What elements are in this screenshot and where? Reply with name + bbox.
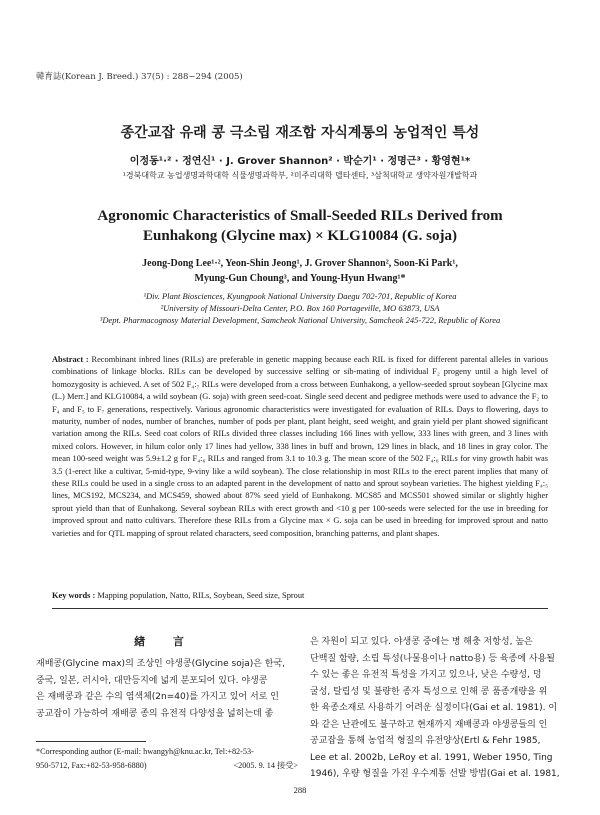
journal-citation: 韓育誌(Korean J. Breed.) 37(5) : 288~294 (2005) [36, 72, 243, 82]
intro-right-line: Lee et al. 2002b, LeRoy et al. 1991, Weber 1950, Ting [310, 752, 553, 763]
keywords-label: Key words : [52, 591, 96, 600]
abstract-text: Recombinant inbred lines (RILs) are preferable in genetic mapping because each RIL is fixed for different parental alleles in various combinations of linkage blocks. RILs can be developed by successive selfing or sib-mating of individual F₂ progeny until a high level of homozygosity is achieved. A set of 502 F₄:₇ RILs were developed from a cross between Eunhakong, a yellow-seeded sprout soybean [Glycine max (L.) Merr.] and KLG10084, a wild soybean (G. soja) with green seed-coat. Single seed decent and pedigree methods were used to advance the F₂ to F₄ and F₅ to F₇ generations, respectively. Various agronomic characteristics were investigated for evaluation of RILs. Days to flowering, days to maturity, number of nodes, number of branches, number of pods per plant, plant height, seed weight, and grain yield per plant showed significant variation among the RILs. Seed coat colors of RILs divided three classes including 166 lines with yellow, 333 lines with green, and 3 lines with mixed colors. However, in hilum color only 17 lines had yellow, 338 lines in buff and brown, 129 lines in black, and 18 lines in gray color. The mean 100-seed weight was 5.9±1.2 g for F₄:₆ RILs and ranged from 3.1 to 10.3 g. The mean score of the 502 F₄:₆ RILs for viny growth habit was 3.5 (1-erect like a cultivar, 5-mid-type, 9-viny like a wild soybean). The close relationship in most RILs to the erect parent implies that many of these RILs could be used in a single cross to an adapted parent in the development of natto and sprout soybean varieties. The highest yielding F₄:₅ lines, MCS192, MCS234, and MCS459, showed about 87% seed yield of Eunhakong. MCS85 and MCS501 showed similar or slightly higher sprout yield than that of Eunhakong. Several soybean RILs with erect growth and <10 g per 100-seeds were selected for the use in breeding for improved sprout and natto cultivars. Therefore these RILs from a Glycine max × G. soja can be used in breeding for improved sprout and natto varieties and for QTL mapping of sprout related characters, seed composition, branching patterns, and plant shapes. [52, 355, 548, 538]
intro-right-line: 수 있는 좋은 유전적 특성을 가지고 있으나, 낮은 수량성, 덩 [310, 670, 542, 680]
page-number: 288 [293, 785, 307, 795]
english-authors-line2: Myung-Gun Choung³, and Young-Hyun Hwang¹* [194, 273, 406, 284]
section-divider [52, 608, 548, 609]
intro-left-line: 중국, 일본, 러시아, 대만등지에 넓게 분포되어 있다. 야생콩 [36, 675, 268, 686]
abstract [52, 354, 548, 540]
intro-right-line: 와 같은 난관에도 불구하고 현재까지 재배콩과 야생콩들의 인 [310, 719, 548, 730]
english-title-line2: Eunhakong (Glycine max) × KLG10084 (G. soja) [143, 228, 457, 244]
received-date: <2005. 9. 14 接受> [233, 761, 298, 770]
intro-left-line: 은 재배콩과 같은 수의 염색체(2n=40)를 가지고 있어 서로 인 [36, 692, 279, 702]
english-title-line1: Agronomic Characteristics of Small-Seeded RILs Derived from [97, 208, 503, 224]
corresponding-author-footnote [36, 745, 298, 773]
korean-affiliations: ¹경북대학교 농업생명과학대학 식물생명과학부, ²미주리대학 델타센타, ³삼척대학교 생약자원개발학과 [122, 171, 478, 180]
introduction-left-column [36, 656, 296, 722]
english-affiliations [0, 290, 600, 326]
affiliation-3: ³Dept. Pharmacognosy Material Development, Samcheok National University, Samcheok 245-722, Republic of Korea [99, 315, 501, 325]
abstract-label: Abstract : [52, 355, 89, 364]
intro-right-line: 은 자원이 되고 있다. 야생콩 중에는 병 해충 저항성, 높은 [310, 637, 533, 647]
affiliation-2: ²University of Missouri-Delta Center, P.O. Box 160 Portageville, MO 63873, USA [160, 303, 440, 313]
intro-right-line: 1946), 우량 형질을 가진 우수계통 선발 방법(Gai et al. 1981, [310, 769, 560, 779]
intro-left-line: 재배콩(Glycine max)의 조상인 야생콩(Glycine soja)은 한국, [36, 659, 286, 669]
intro-right-line: 굴성, 탈립성 및 불량한 종자 특성으로 인해 콩 품종개량을 위 [310, 686, 548, 697]
introduction-right-column [310, 634, 566, 783]
korean-authors: 이정동¹·² · 정연신¹ · J. Grover Shannon² · 박순기¹ · 정명근³ · 황영현¹* [129, 156, 471, 167]
intro-right-line: 한 육종소재로 사용하기 어려운 실정이다(Gai et al. 1981). 이 [310, 703, 558, 713]
footnote-line2 [36, 759, 298, 773]
intro-right-line: 공교잡을 통해 농업적 형질의 유전양상(Ertl & Fehr 1985, [310, 736, 541, 746]
intro-left-line: 공교잡이 가능하여 재배콩 종의 유전적 다양성을 넓히는데 좋 [36, 708, 274, 719]
keywords-text: Mapping population, Natto, RILs, Soybean, Seed size, Sprout [97, 591, 305, 600]
english-authors-line1: Jeong-Dong Lee¹·², Yeon-Shin Jeong¹, J. Grover Shannon², Soon-Ki Park¹, [142, 258, 458, 269]
introduction-heading: 緖 言 [134, 635, 196, 648]
english-title [0, 206, 600, 246]
keywords [52, 591, 548, 600]
affiliation-1: ¹Div. Plant Biosciences, Kyungpook National University Daegu 702-701, Republic of Korea [143, 291, 457, 301]
intro-right-line: 단백질 함량, 소립 특성(나물용이나 natto용) 등 육종에 사용될 [310, 653, 555, 664]
korean-title: 종간교잡 유래 콩 극소립 재조합 자식계통의 농업적인 특성 [120, 125, 480, 141]
footnote-divider [36, 741, 146, 742]
footnote-line1: *Corresponding author (E-mail: hwangyh@knu.ac.kr, Tel:+82-53- [36, 747, 254, 756]
english-authors [0, 256, 600, 286]
footnote-fax: 950-5712, Fax:+82-53-958-6880) [36, 761, 147, 770]
